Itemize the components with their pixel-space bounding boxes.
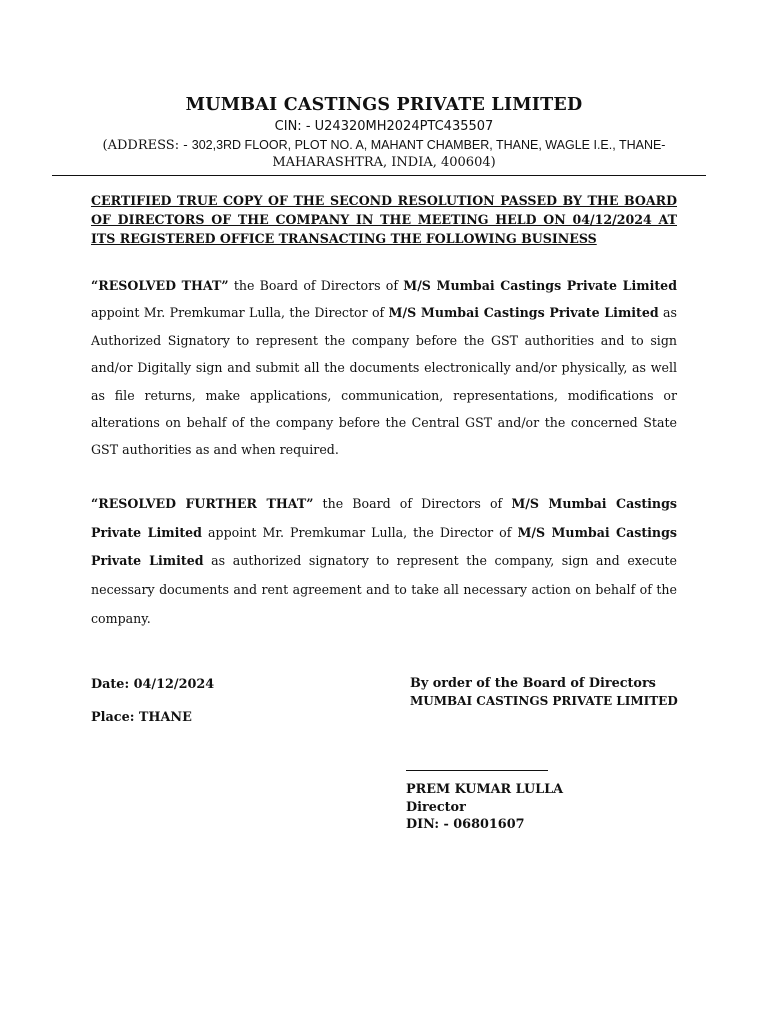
- resolution-2-text-b: appoint Mr. Premkumar Lulla, the Director of: [201, 524, 518, 540]
- address-close: MAHARASHTRA, INDIA, 400604): [272, 155, 496, 170]
- resolution-heading-text: CERTIFIED TRUE COPY OF THE SECOND RESOLUTION PASSED BY THE BOARD OF DIRECTORS OF THE COMPANY IN THE MEETING HELD ON 04/12/2024 AT ITS REGISTERED OFFICE TRANSACTING THE FOLLOWING BUSINESS: [91, 193, 677, 246]
- resolution-place: Place: THANE: [91, 710, 192, 725]
- resolution-2-company-b: M/S Mumbai Castings Private Limited: [91, 524, 677, 569]
- resolution-date: Date: 04/12/2024: [91, 677, 215, 692]
- address-street: 302,3RD FLOOR, PLOT NO. A, MAHANT CHAMBER, THANE, WAGLE I.E., THANE-: [191, 138, 666, 152]
- signature-line: [406, 770, 548, 771]
- resolution-1-lead: “RESOLVED THAT”: [91, 278, 229, 293]
- resolution-1-text-b: appoint Mr. Premkumar Lulla, the Director of: [91, 305, 389, 321]
- resolution-1-text-a: the Board of Directors of: [228, 278, 404, 293]
- resolution-heading: [91, 191, 677, 248]
- company-address: [95, 137, 673, 171]
- resolution-1-text-c: as Authorized Signatory to represent the company before the GST authorities and to sign and/or Digitally sign and submit all the documents electronically and/or physically, as well as file returns, make applications, communication, representations, modifications or alterations on behalf of the company before the Central GST and/or the concerned State GST authorities as and when required.: [91, 305, 677, 458]
- address-open: (ADDRESS: -: [102, 138, 192, 153]
- resolution-2-company-a: M/S Mumbai Castings Private Limited: [91, 496, 677, 540]
- signer-designation: Director: [406, 800, 466, 815]
- signer-name: PREM KUMAR LULLA: [406, 782, 564, 797]
- signer-din: DIN: - 06801607: [406, 817, 525, 832]
- company-cin: CIN: - U24320MH2024PTC435507: [274, 119, 494, 134]
- by-order-line: By order of the Board of Directors: [410, 676, 656, 691]
- resolution-paragraph-2: [91, 490, 677, 634]
- resolution-2-text-c: as authorized signatory to represent the company, sign and execute necessary documents and rent agreement and to take all necessary action on behalf of the company.: [91, 553, 678, 626]
- order-company-name: MUMBAI CASTINGS PRIVATE LIMITED: [410, 694, 678, 708]
- resolution-1-company-a: M/S Mumbai Castings Private Limited: [403, 278, 677, 293]
- resolution-paragraph-1: [91, 272, 677, 464]
- resolution-2-text-a: the Board of Directors of: [313, 496, 512, 511]
- header-divider: [52, 175, 706, 176]
- company-title: MUMBAI CASTINGS PRIVATE LIMITED: [185, 95, 583, 115]
- resolution-2-lead: “RESOLVED FURTHER THAT”: [91, 496, 314, 511]
- resolution-1-company-b: M/S Mumbai Castings Private Limited: [388, 305, 659, 321]
